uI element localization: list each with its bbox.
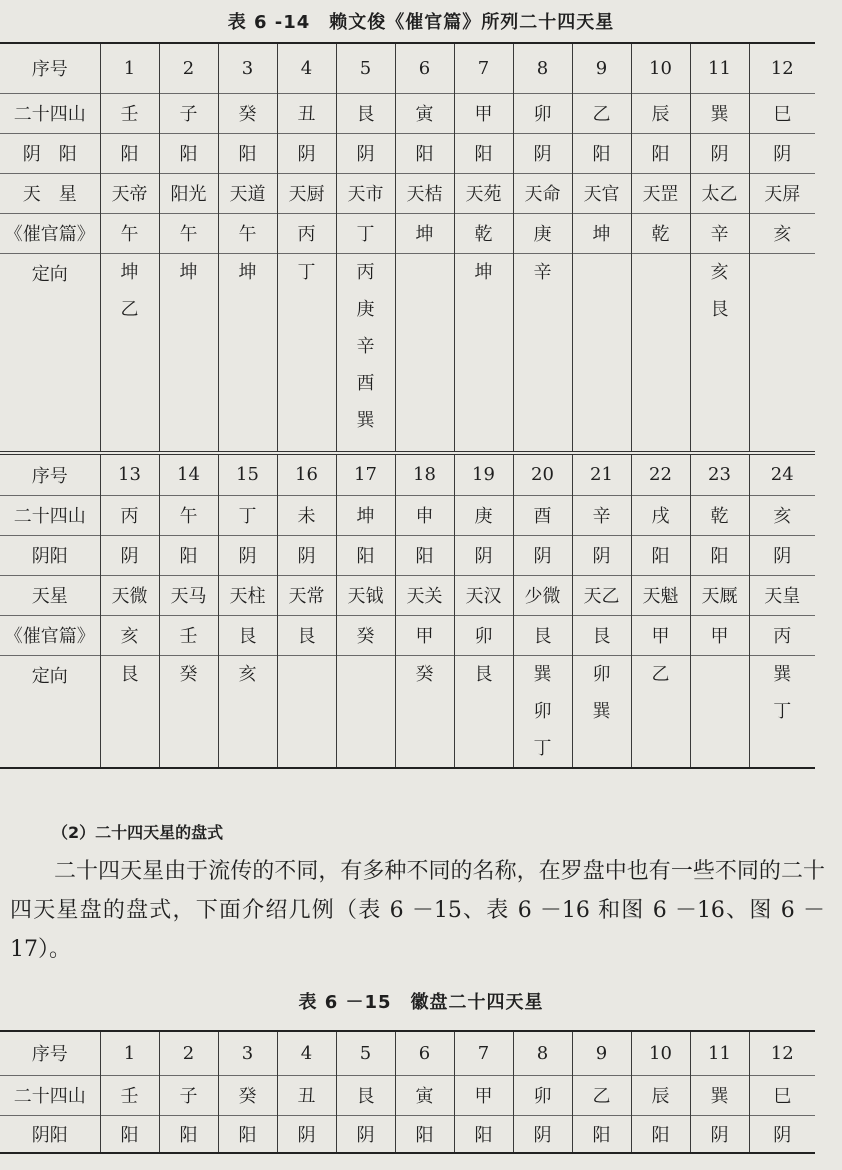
table-cell: 未	[277, 495, 336, 535]
table-cell: 酉	[513, 495, 572, 535]
table-cell: 5	[336, 1031, 395, 1075]
table-cell: 阴	[100, 535, 159, 575]
table-cell: 少微	[513, 575, 572, 615]
cell-line: 坤	[179, 261, 198, 283]
table-cell: 天微	[100, 575, 159, 615]
table-cell	[690, 655, 749, 768]
table-cell: 24	[749, 453, 815, 495]
table-cell: 17	[336, 453, 395, 495]
table-row	[0, 1075, 815, 1115]
cell-line: 庚	[356, 298, 375, 320]
row-label: 序号	[31, 1044, 68, 1066]
table-cell: 艮	[218, 615, 277, 655]
table-cell	[277, 253, 336, 453]
table-cell: 丁	[218, 495, 277, 535]
table-cell: 19	[454, 453, 513, 495]
table-cell: 午	[100, 213, 159, 253]
table-cell: 天魁	[631, 575, 690, 615]
table-cell: 20	[513, 453, 572, 495]
table-cell: 卯	[513, 1075, 572, 1115]
cell-line: 巽	[356, 409, 375, 431]
row-label: 阴阳	[0, 1115, 100, 1153]
table-row	[0, 43, 815, 93]
table-cell: 丙	[100, 495, 159, 535]
table-cell	[513, 655, 572, 768]
table-cell: 天常	[277, 575, 336, 615]
table-cell: 阳	[100, 1115, 159, 1153]
table-cell: 阴	[218, 535, 277, 575]
table-cell: 阳	[454, 133, 513, 173]
cell-line: 癸	[179, 663, 198, 685]
table-cell: 18	[395, 453, 454, 495]
table-cell: 壬	[100, 1075, 159, 1115]
table-cell: 阳	[454, 1115, 513, 1153]
table-6-15	[0, 1030, 815, 1154]
table-cell	[100, 655, 159, 768]
cell-line: 卯	[592, 663, 611, 685]
table-cell: 阴	[277, 535, 336, 575]
cell-line: 艮	[710, 298, 729, 320]
table-cell: 7	[454, 43, 513, 93]
cell-line: 巽	[533, 663, 552, 685]
table-cell: 3	[218, 1031, 277, 1075]
table-cell: 天市	[336, 173, 395, 213]
table-cell: 艮	[336, 1075, 395, 1115]
row-label: 天星	[0, 575, 100, 615]
table-cell	[454, 655, 513, 768]
row-label: 定向	[0, 655, 100, 768]
table-cell	[513, 253, 572, 453]
table-cell	[749, 253, 815, 453]
table-cell: 丑	[277, 93, 336, 133]
table-cell: 天钺	[336, 575, 395, 615]
cell-line: 癸	[415, 663, 434, 685]
table-cell: 坤	[395, 213, 454, 253]
table-row	[0, 213, 815, 253]
table-row	[0, 495, 815, 535]
table-cell: 天柱	[218, 575, 277, 615]
table-row	[0, 1115, 815, 1153]
cell-line: 辛	[533, 261, 552, 283]
table-cell: 阴	[749, 535, 815, 575]
table-cell	[395, 253, 454, 453]
table-cell: 6	[395, 43, 454, 93]
table-cell: 1	[100, 43, 159, 93]
table-cell: 阳光	[159, 173, 218, 213]
table-cell: 阴	[690, 133, 749, 173]
row-label: 二十四山	[0, 495, 100, 535]
table-cell: 丑	[277, 1075, 336, 1115]
cell-line: 坤	[238, 261, 257, 283]
table-cell: 申	[395, 495, 454, 535]
table-cell: 天厨	[277, 173, 336, 213]
table-cell: 4	[277, 1031, 336, 1075]
table-cell: 3	[218, 43, 277, 93]
body-paragraph: 二十四天星由于流传的不同，有多种不同的名称，在罗盘中也有一些不同的二十四天星盘的盘式，下面介绍几例（表 6 －15、表 6 －16 和图 6 －16、图 6 －17）。	[10, 859, 825, 962]
table-cell: 天罡	[631, 173, 690, 213]
cell-line: 坤	[120, 261, 139, 283]
table-cell: 癸	[218, 1075, 277, 1115]
table-cell: 阳	[572, 1115, 631, 1153]
table-cell: 甲	[395, 615, 454, 655]
table-cell: 21	[572, 453, 631, 495]
table-cell: 戌	[631, 495, 690, 535]
table-cell: 辛	[572, 495, 631, 535]
table-cell: 卯	[513, 93, 572, 133]
table-cell: 庚	[513, 213, 572, 253]
table-cell: 阳	[218, 133, 277, 173]
table-row	[0, 1031, 815, 1075]
table-cell: 阳	[159, 535, 218, 575]
table-cell: 艮	[572, 615, 631, 655]
table-row	[0, 453, 815, 495]
table-cell: 艮	[513, 615, 572, 655]
table-cell: 4	[277, 43, 336, 93]
table-cell: 乾	[690, 495, 749, 535]
cell-line: 巽	[773, 663, 792, 685]
table-cell: 12	[749, 43, 815, 93]
table-row	[0, 575, 815, 615]
cell-line: 丁	[533, 737, 552, 759]
table-cell: 壬	[100, 93, 159, 133]
table-cell: 5	[336, 43, 395, 93]
table-cell: 8	[513, 43, 572, 93]
table-cell: 阳	[395, 133, 454, 173]
table-cell: 甲	[690, 615, 749, 655]
table-cell: 天苑	[454, 173, 513, 213]
table-cell: 9	[572, 43, 631, 93]
table-cell: 天官	[572, 173, 631, 213]
table-cell: 坤	[336, 495, 395, 535]
cell-line: 辛	[356, 335, 375, 357]
table-6-14	[0, 42, 815, 769]
table-cell: 天桔	[395, 173, 454, 213]
table-6-14-title: 表 6 -14 赖文俊《催官篇》所列二十四天星	[227, 12, 615, 33]
table-cell: 10	[631, 1031, 690, 1075]
table-cell	[159, 655, 218, 768]
cell-line: 艮	[474, 663, 493, 685]
table-cell: 天道	[218, 173, 277, 213]
table-cell: 阳	[572, 133, 631, 173]
table-cell	[336, 655, 395, 768]
table-cell: 阴	[454, 535, 513, 575]
table-cell	[631, 655, 690, 768]
table-cell: 午	[218, 213, 277, 253]
table-cell: 卯	[454, 615, 513, 655]
table-cell: 甲	[454, 1075, 513, 1115]
table-cell: 22	[631, 453, 690, 495]
table-cell: 天厩	[690, 575, 749, 615]
table-cell: 阳	[159, 1115, 218, 1153]
table-cell: 1	[100, 1031, 159, 1075]
table-cell: 癸	[218, 93, 277, 133]
table-cell: 壬	[159, 615, 218, 655]
table-cell: 天屏	[749, 173, 815, 213]
table-cell: 艮	[277, 615, 336, 655]
table-row	[0, 173, 815, 213]
table-cell: 寅	[395, 93, 454, 133]
cell-line: 卯	[533, 700, 552, 722]
table-cell	[218, 253, 277, 453]
table-cell: 子	[159, 1075, 218, 1115]
table-cell	[100, 253, 159, 453]
table-cell	[690, 253, 749, 453]
table-cell: 15	[218, 453, 277, 495]
table-cell: 太乙	[690, 173, 749, 213]
table-cell: 乙	[572, 1075, 631, 1115]
table-cell: 阴	[336, 133, 395, 173]
table-cell: 艮	[336, 93, 395, 133]
table-cell: 10	[631, 43, 690, 93]
table-cell: 阴	[277, 1115, 336, 1153]
row-label: 《催官篇》	[0, 213, 100, 253]
table-6-15-title: 表 6 －15 徽盘二十四天星	[298, 992, 544, 1013]
table-cell: 阴	[277, 133, 336, 173]
row-label: 二十四山	[0, 93, 100, 133]
table-cell: 2	[159, 43, 218, 93]
table-cell	[218, 655, 277, 768]
table-cell: 亥	[100, 615, 159, 655]
table-cell: 天皇	[749, 575, 815, 615]
table-cell: 庚	[454, 495, 513, 535]
table-cell	[159, 253, 218, 453]
table-row	[0, 93, 815, 133]
table-cell: 子	[159, 93, 218, 133]
table-cell: 13	[100, 453, 159, 495]
cell-line: 巽	[592, 700, 611, 722]
table-cell: 午	[159, 495, 218, 535]
table-cell: 巽	[690, 1075, 749, 1115]
table-cell: 丁	[336, 213, 395, 253]
table-cell: 阳	[218, 1115, 277, 1153]
row-label: 二十四山	[0, 1075, 100, 1115]
table-cell: 12	[749, 1031, 815, 1075]
table-cell: 乾	[454, 213, 513, 253]
table-row	[0, 253, 815, 453]
table-cell: 2	[159, 1031, 218, 1075]
table-cell: 天汉	[454, 575, 513, 615]
table-cell: 天关	[395, 575, 454, 615]
cell-line: 丙	[356, 261, 375, 283]
table-cell: 6	[395, 1031, 454, 1075]
table-cell: 乙	[572, 93, 631, 133]
cell-line: 坤	[474, 261, 493, 283]
table-cell: 14	[159, 453, 218, 495]
table-cell: 坤	[572, 213, 631, 253]
section-heading: （2）二十四天星的盘式	[52, 823, 224, 842]
table-cell: 丙	[749, 615, 815, 655]
table-row	[0, 615, 815, 655]
table-cell: 寅	[395, 1075, 454, 1115]
table-cell: 11	[690, 1031, 749, 1075]
table-cell: 阴	[513, 1115, 572, 1153]
table-cell	[631, 253, 690, 453]
table-cell: 甲	[454, 93, 513, 133]
table-cell: 阳	[631, 133, 690, 173]
table-cell	[336, 253, 395, 453]
cell-line: 丁	[297, 261, 316, 283]
cell-line: 亥	[710, 261, 729, 283]
table-cell: 阴	[690, 1115, 749, 1153]
table-cell: 乾	[631, 213, 690, 253]
table-cell: 阳	[395, 535, 454, 575]
table-row	[0, 133, 815, 173]
cell-line: 丁	[773, 700, 792, 722]
table-cell: 亥	[749, 495, 815, 535]
table-cell: 阴	[513, 535, 572, 575]
row-label: 定向	[0, 253, 100, 453]
cell-line: 乙	[651, 663, 670, 685]
table-cell: 辛	[690, 213, 749, 253]
table-cell: 天命	[513, 173, 572, 213]
table-cell: 阴	[336, 1115, 395, 1153]
table-cell: 8	[513, 1031, 572, 1075]
cell-line: 亥	[238, 663, 257, 685]
table-cell: 阳	[395, 1115, 454, 1153]
table-cell: 阳	[336, 535, 395, 575]
table-cell: 巽	[690, 93, 749, 133]
table-cell: 阳	[690, 535, 749, 575]
table-cell: 丙	[277, 213, 336, 253]
table-cell	[572, 253, 631, 453]
table-cell: 阴	[572, 535, 631, 575]
table-cell	[277, 655, 336, 768]
row-label: 阴 阳	[0, 133, 100, 173]
table-cell: 午	[159, 213, 218, 253]
table-cell: 天乙	[572, 575, 631, 615]
table-cell	[749, 655, 815, 768]
table-cell: 甲	[631, 615, 690, 655]
cell-line: 艮	[120, 663, 139, 685]
table-cell: 23	[690, 453, 749, 495]
table-cell: 阳	[631, 1115, 690, 1153]
table-cell: 阴	[749, 1115, 815, 1153]
table-cell: 7	[454, 1031, 513, 1075]
table-cell	[395, 655, 454, 768]
table-cell: 阴	[749, 133, 815, 173]
row-label: 天 星	[0, 173, 100, 213]
table-cell: 辰	[631, 1075, 690, 1115]
row-label: 阴阳	[0, 535, 100, 575]
cell-line: 酉	[356, 372, 375, 394]
table-cell: 癸	[336, 615, 395, 655]
table-cell: 阳	[100, 133, 159, 173]
table-cell	[454, 253, 513, 453]
table-cell: 亥	[749, 213, 815, 253]
table-cell: 巳	[749, 93, 815, 133]
table-cell: 9	[572, 1031, 631, 1075]
table-cell: 巳	[749, 1075, 815, 1115]
table-row	[0, 535, 815, 575]
cell-line: 乙	[120, 298, 139, 320]
table-cell: 阴	[513, 133, 572, 173]
table-cell: 天马	[159, 575, 218, 615]
table-cell: 阳	[631, 535, 690, 575]
row-label: 序号	[31, 59, 68, 81]
table-cell: 天帝	[100, 173, 159, 213]
table-row	[0, 655, 815, 768]
table-cell: 16	[277, 453, 336, 495]
row-label: 《催官篇》	[0, 615, 100, 655]
table-cell	[572, 655, 631, 768]
table-cell: 11	[690, 43, 749, 93]
row-label: 序号	[0, 453, 100, 495]
table-cell: 阳	[159, 133, 218, 173]
table-cell: 辰	[631, 93, 690, 133]
